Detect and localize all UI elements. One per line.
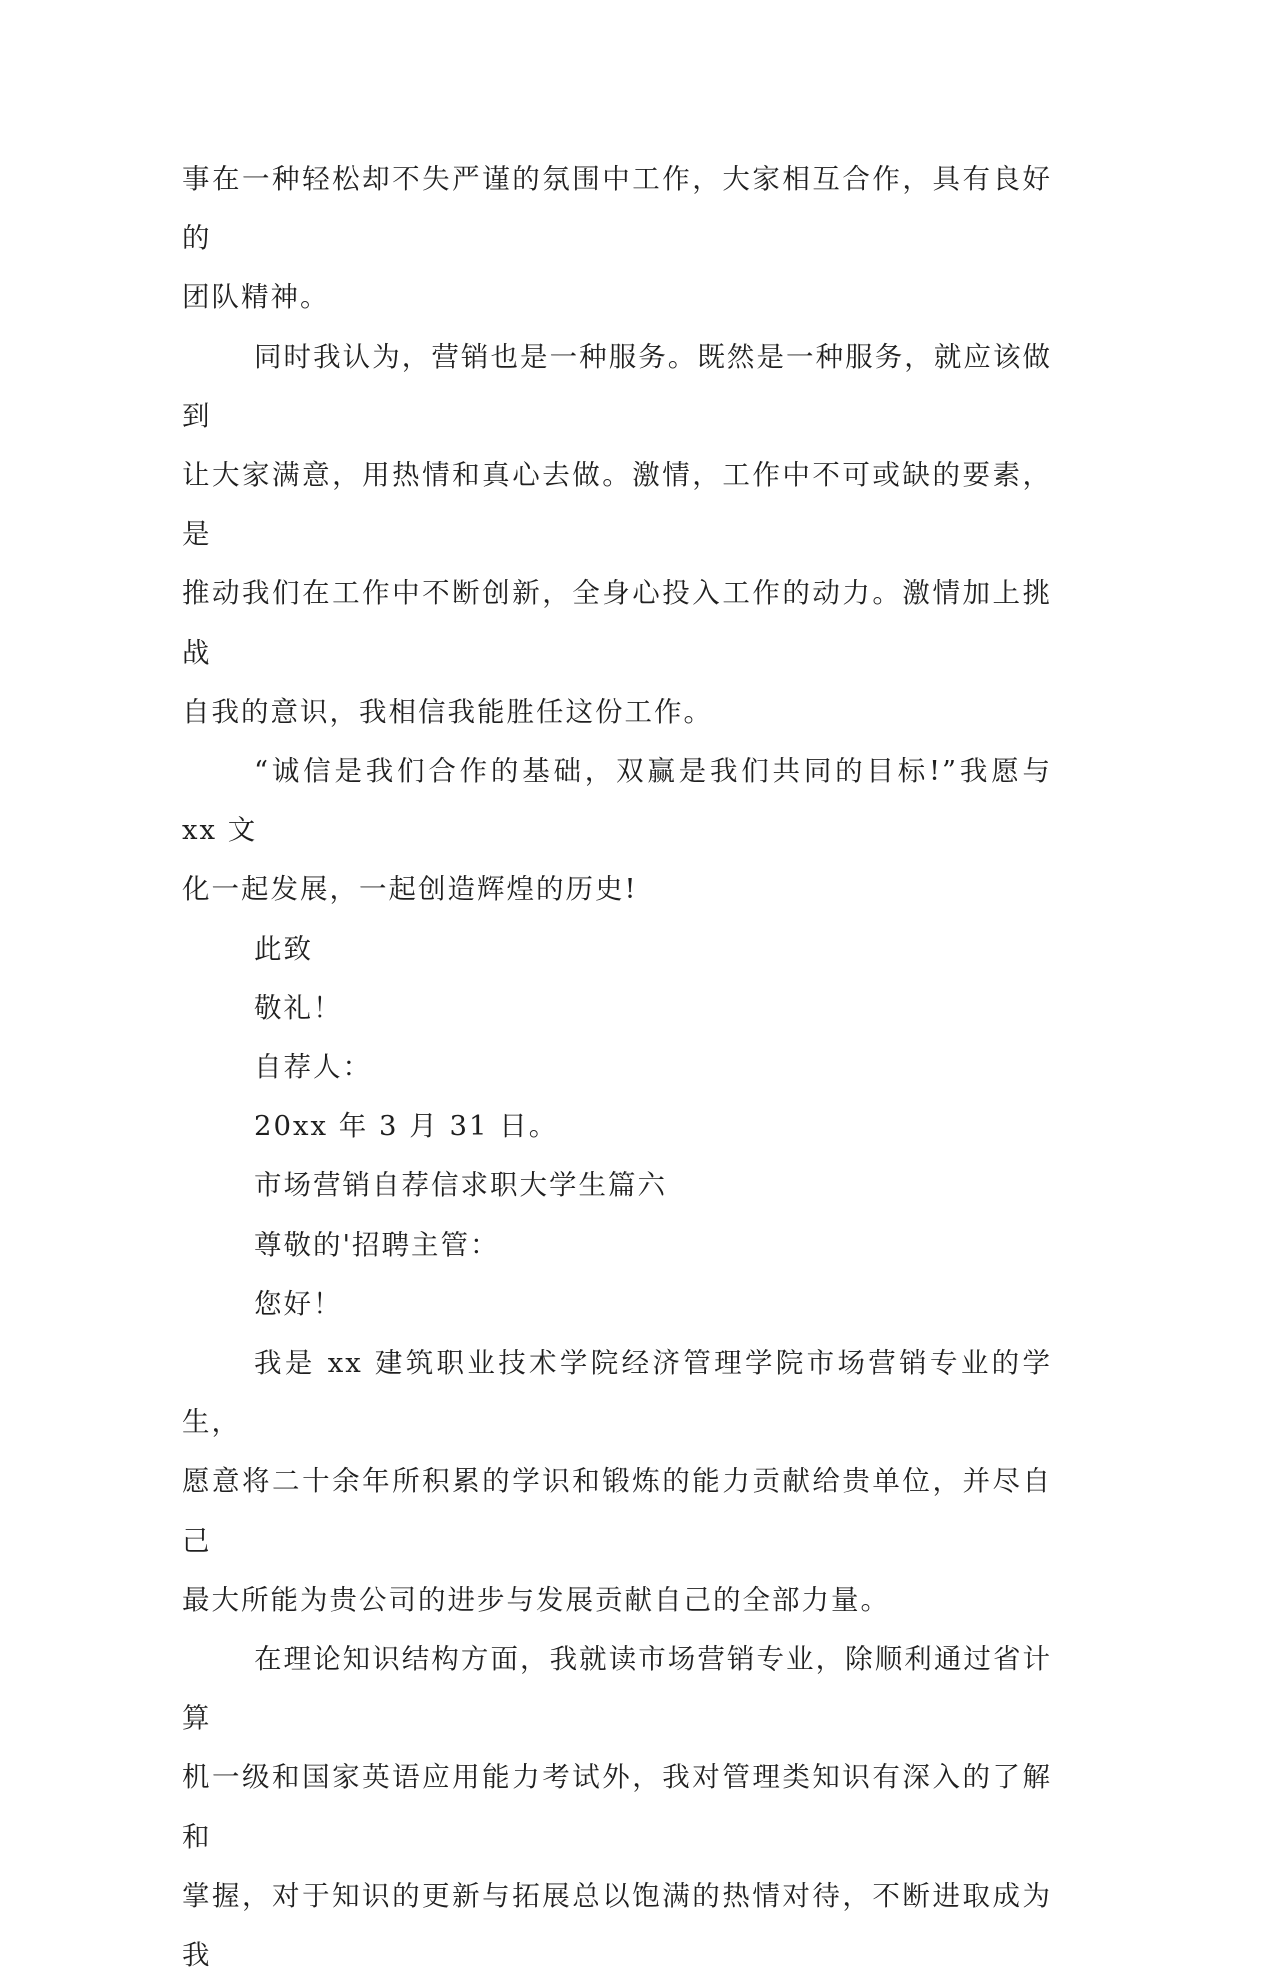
- signature-label: 自荐人：: [254, 1051, 372, 1084]
- text-line: 我是 xx 建筑职业技术学院经济管理学院市场营销专业的学生，: [182, 1347, 1052, 1439]
- text-line: “诚信是我们合作的基础，双赢是我们共同的目标!”我愿与 xx 文: [182, 755, 1052, 847]
- text-line: 愿意将二十余年所积累的学识和锻炼的能力贡献给贵单位，并尽自己: [182, 1465, 1052, 1557]
- closing-regards: 敬礼！: [254, 991, 343, 1024]
- text-line: 团队精神。: [182, 281, 330, 314]
- text-line: 最大所能为贵公司的进步与发展贡献自己的全部力量。: [182, 1583, 890, 1616]
- text-line: 化一起发展，一起创造辉煌的历史!: [182, 873, 638, 906]
- text-line: 让大家满意，用热情和真心去做。激情，工作中不可或缺的要素，是: [182, 459, 1052, 551]
- letter-hello: 您好！: [254, 1287, 343, 1320]
- text-line: 同时我认为，营销也是一种服务。既然是一种服务，就应该做到: [182, 340, 1052, 432]
- text-line: 掌握，对于知识的更新与拓展总以饱满的热情对待，不断进取成为我: [182, 1879, 1052, 1972]
- letter-date: 20xx 年 3 月 31 日。: [254, 1110, 559, 1143]
- letter-greeting: 尊敬的'招聘主管：: [254, 1228, 500, 1261]
- closing-salutation: 此致: [254, 932, 313, 965]
- text-line: 在理论知识结构方面，我就读市场营销专业，除顺利通过省计算: [182, 1643, 1052, 1735]
- text-line: 机一级和国家英语应用能力考试外，我对管理类知识有深入的了解和: [182, 1761, 1052, 1853]
- section-title: 市场营销自荐信求职大学生篇六: [254, 1169, 667, 1202]
- text-line: 推动我们在工作中不断创新，全身心投入工作的动力。激情加上挑战: [182, 577, 1052, 669]
- document-body: [182, 150, 1052, 1985]
- text-line: 自我的意识，我相信我能胜任这份工作。: [182, 695, 713, 728]
- text-line: 事在一种轻松却不失严谨的氛围中工作，大家相互合作，具有良好的: [182, 163, 1052, 255]
